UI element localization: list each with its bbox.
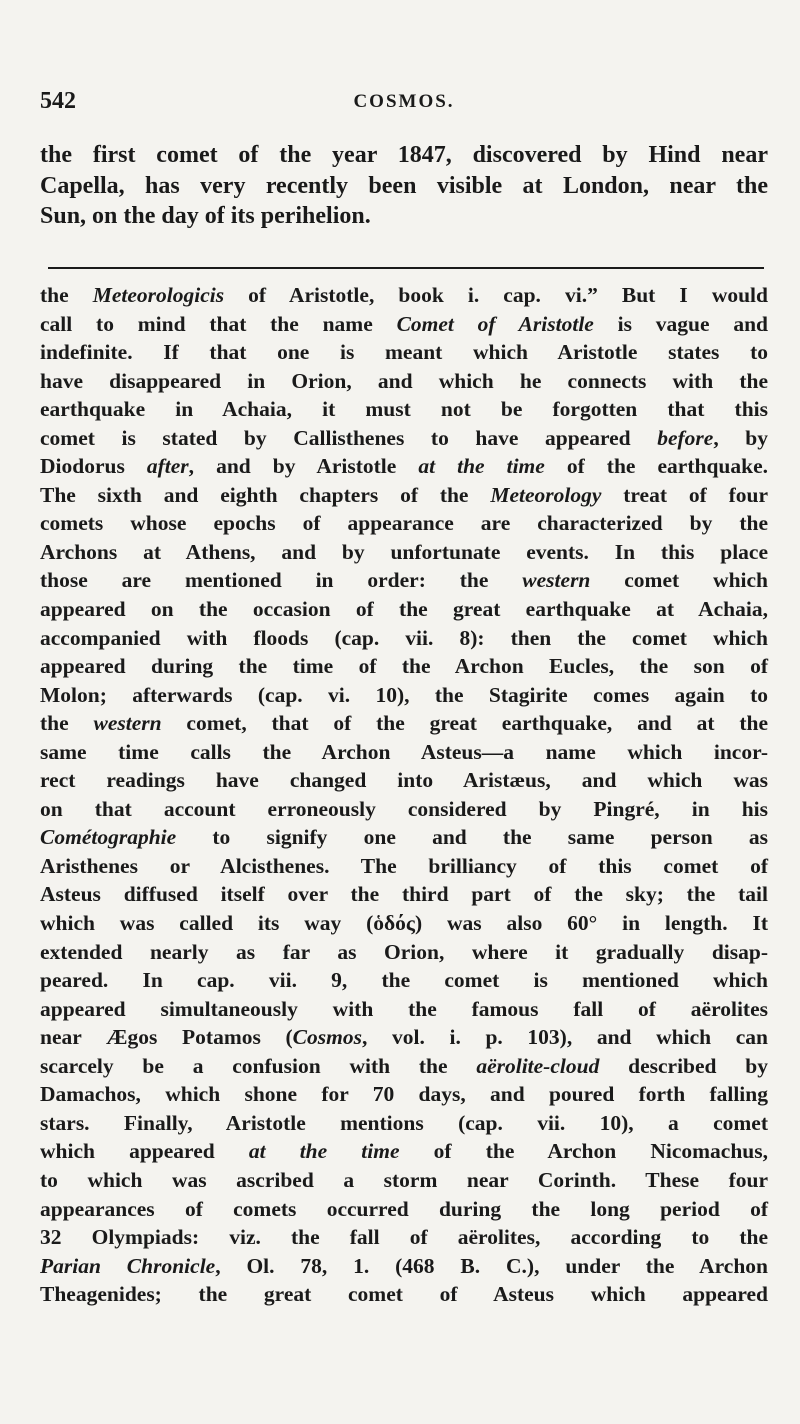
footnote-line: stars. Finally, Aristotle mentions (cap. vii. 10), a comet [40,1110,768,1135]
footnote-line: Theagenides; the great comet of Asteus which appeared [40,1282,768,1307]
footnote-line: accompanied with floods (cap. vii. 8): then the comet which [40,625,768,650]
footnote-line: which appeared at the time of the Archon Nicomachus, [40,1139,768,1164]
footnote-line: Cométographie to signify one and the same person as [40,825,768,850]
text-line: Capella, has very recently been visible at London, near the [40,172,768,199]
footnote-line: peared. In cap. vii. 9, the comet is mentioned which [40,968,768,993]
page-header [40,88,768,120]
footnote-line: comet is stated by Callisthenes to have appeared before, by [40,425,768,450]
footnote-line: appeared simultaneously with the famous fall of aërolites [40,996,768,1021]
footnote-line: earthquake in Achaia, it must not be forgotten that this [40,397,768,422]
footnote-line: Parian Chronicle, Ol. 78, 1. (468 B. C.), under the Archon [40,1253,768,1278]
footnote-line: comets whose epochs of appearance are characterized by the [40,511,768,536]
footnote-line: appeared on the occasion of the great earthquake at Achaia, [40,597,768,622]
text-line: the first comet of the year 1847, discovered by Hind near [40,142,768,168]
text-line: Sun, on the day of its perihelion. [40,203,371,229]
footnote-line: indefinite. If that one is meant which Aristotle states to [40,340,768,365]
footnote-line: extended nearly as far as Orion, where it gradually disap- [40,939,768,964]
footnote-line: those are mentioned in order: the western comet which [40,568,768,593]
footnote-line: to which was ascribed a storm near Corinth. These four [40,1167,768,1192]
footnote-line: which was called its way (ὁδός) was also 60° in length. It [40,911,768,936]
footnote-line: Archons at Athens, and by unfortunate events. In this place [40,539,768,564]
footnote-line: Damachos, which shone for 70 days, and poured forth falling [40,1082,768,1107]
footnote-line: Diodorus after, and by Aristotle at the time of the earthquake. [40,454,768,479]
main-text [40,140,768,232]
footnote-line: 32 Olympiads: viz. the fall of aërolites, according to the [40,1225,768,1250]
footnote-line: Molon; afterwards (cap. vi. 10), the Stagirite comes again to [40,682,768,707]
footnote-line: Asteus diffused itself over the third part of the sky; the tail [40,882,768,907]
footnote-line: appeared during the time of the Archon Eucles, the son of [40,654,768,679]
page-number: 542 [40,88,76,114]
footnote-line: rect readings have changed into Aristæus, and which was [40,768,768,793]
footnote-line: the Meteorologicis of Aristotle, book i. cap. vi.” But I would [40,283,768,307]
footnote-divider [48,267,764,269]
footnote-line: near Ægos Potamos (Cosmos, vol. i. p. 103), and which can [40,1025,768,1050]
footnote-line: on that account erroneously considered by Pingré, in his [40,796,768,821]
footnote-line: The sixth and eighth chapters of the Meteorology treat of four [40,482,768,507]
running-head: COSMOS. [353,91,455,112]
footnote-line: same time calls the Archon Asteus—a name which incor- [40,739,768,764]
footnote-line: the western comet, that of the great earthquake, and at the [40,711,768,736]
footnote-line: Aristhenes or Alcisthenes. The brilliancy of this comet of [40,853,768,878]
footnote-line: have disappeared in Orion, and which he connects with the [40,368,768,393]
footnote [40,281,768,1309]
footnote-line: call to mind that the name Comet of Aristotle is vague and [40,311,768,336]
footnote-line: scarcely be a confusion with the aërolite-cloud described by [40,1053,768,1078]
footnote-line: appearances of comets occurred during the long period of [40,1196,768,1221]
